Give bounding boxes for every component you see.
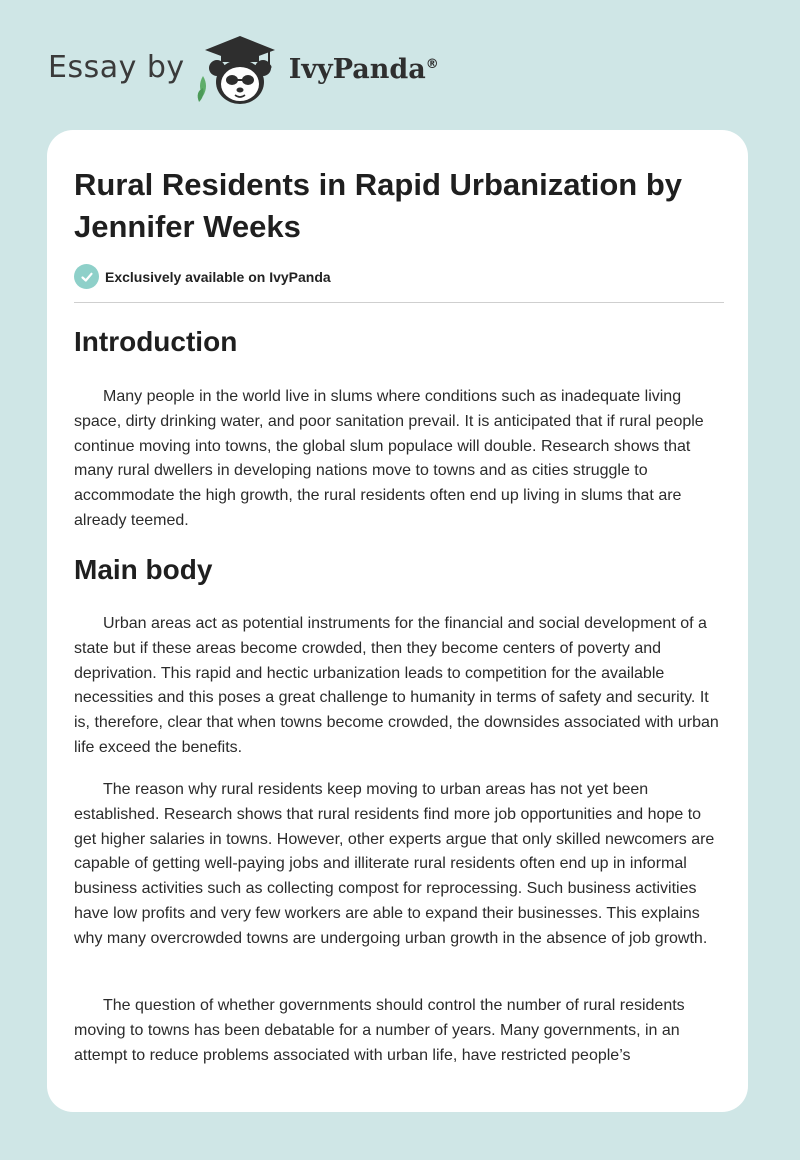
site-header (48, 30, 548, 110)
paragraph: The question of whether governments should control the number of rural residents moving to towns has been debatable for a number of years. Many governments, in an attempt to reduce problems associated with urban life, have restricted people’s (74, 997, 685, 1064)
exclusive-label: Exclusively available on IvyPanda (105, 268, 331, 285)
paragraph: Urban areas act as potential instruments for the financial and social development of a state but if these areas become crowded, then they become centers of poverty and deprivation. This rapid and hectic urbanization leads to competition for the available necessities and this poses a great challenge to humanity in terms of safety and security. It is, therefore, clear that when towns become crowded, the downsides associated with urban life exceed the benefits. (74, 615, 719, 756)
essay-card (47, 130, 748, 1112)
brand-name: IvyPanda® (288, 53, 439, 85)
paragraph: Many people in the world live in slums where conditions such as inadequate living space, dirty drinking water, and poor sanitation prevail. It is anticipated that if rural people continue moving into towns, the global slum populace will double. Research shows that many rural dwellers in developing nations move to towns and as cities struggle to accommodate the high growth, the rural residents often end up living in slums that are already teemed. (74, 388, 704, 529)
paragraph: The reason why rural residents keep moving to urban areas has not yet been established. Research shows that rural residents find more job opportunities and hope to get higher salaries in towns. However, other experts argue that only skilled newcomers are capable of getting well-paying jobs and illiterate rural residents often end up in informal business activities such as collecting compost for reprocessing. Such business activities have low profits and very few workers are able to expand their businesses. This explains why many overcrowded towns are undergoing urban growth in the absence of job growth. (74, 781, 715, 947)
divider (74, 302, 724, 303)
section-heading-main-body: Main body (74, 554, 213, 585)
essay-by-label: Essay by (48, 49, 185, 85)
exclusive-badge (74, 264, 331, 289)
page-title: Rural Residents in Rapid Urbanization by Jennifer Weeks (74, 167, 683, 244)
check-icon (74, 264, 99, 289)
section-heading-introduction: Introduction (74, 326, 238, 357)
ivypanda-logo-icon[interactable] (195, 30, 285, 110)
trademark-symbol: ® (425, 56, 439, 72)
